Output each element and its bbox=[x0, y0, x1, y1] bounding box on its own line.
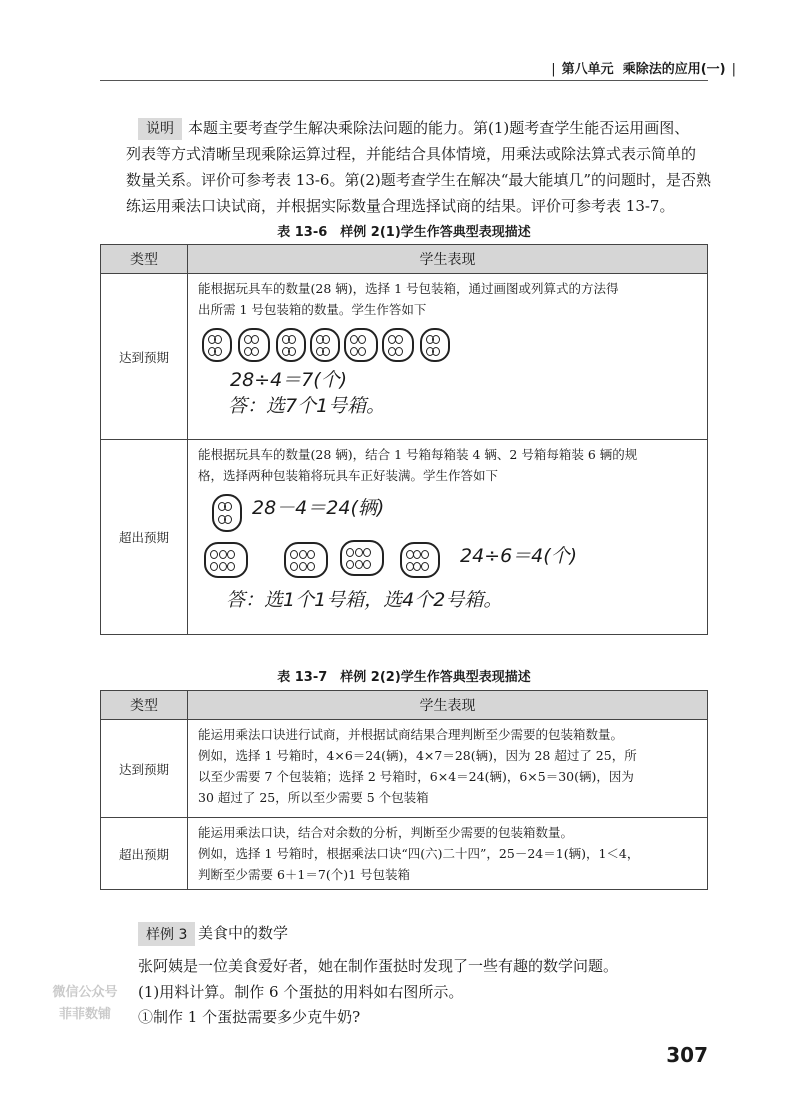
drawn-dot bbox=[210, 562, 218, 571]
drawn-dot bbox=[346, 548, 354, 557]
drawn-dot bbox=[299, 550, 307, 559]
intro-line: 说明 本题主要考查学生解决乘除法问题的能力。第(1)题考查学生能否运用画图、 bbox=[138, 115, 710, 141]
table1-header-performance: 学生表现 bbox=[188, 245, 708, 274]
handwritten-answer: 答：选7个1号箱。 bbox=[228, 395, 386, 417]
table1-caption: 表 13-6 样例 2(1)学生作答典型表现描述 bbox=[277, 225, 531, 240]
drawn-dot bbox=[214, 347, 222, 356]
row-type: 超出预期 bbox=[101, 440, 188, 635]
drawn-dot bbox=[307, 550, 315, 559]
table-row bbox=[101, 440, 708, 635]
drawn-dot bbox=[355, 548, 363, 557]
example-line: (1)用料计算。制作 6 个蛋挞的用料如右图所示。 bbox=[138, 983, 464, 1001]
drawn-dot bbox=[307, 562, 315, 571]
drawn-dot bbox=[219, 562, 227, 571]
drawn-dot bbox=[350, 347, 358, 356]
table1-header-type: 类型 bbox=[101, 245, 188, 274]
example-title: 美食中的数学 bbox=[198, 924, 289, 942]
student-work-2 bbox=[198, 486, 699, 626]
drawn-dot bbox=[299, 562, 307, 571]
drawn-dot bbox=[322, 347, 330, 356]
drawn-dot bbox=[224, 502, 232, 511]
explanation-tag: 说明 bbox=[138, 118, 182, 140]
table-row bbox=[101, 818, 708, 890]
page-number: 307 bbox=[666, 1043, 708, 1067]
table2-header-type: 类型 bbox=[101, 691, 188, 720]
table1 bbox=[100, 244, 708, 635]
row-type: 达到预期 bbox=[101, 720, 188, 818]
handwritten-equation: 28－4＝24(辆) bbox=[252, 497, 385, 519]
drawn-dot bbox=[363, 548, 371, 557]
row-description: 能根据玩具车的数量(28 辆)，结合 1 号箱每箱装 4 辆、2 号箱每箱装 6 辆的规 格，选择两种包装箱将玩具车正好装满。学生作答如下 28－4＝24(辆) 24÷6＝4(个) 答：选1个1号箱，选4个2号箱。 bbox=[188, 440, 708, 635]
table-row bbox=[101, 720, 708, 818]
drawn-dot bbox=[290, 562, 298, 571]
drawn-dot bbox=[358, 335, 366, 344]
running-head: | 第八单元 乘除法的应用(一) | bbox=[551, 62, 736, 77]
chapter-title: 乘除法的应用(一) bbox=[622, 62, 726, 77]
drawn-dot bbox=[210, 550, 218, 559]
drawn-dot bbox=[432, 335, 440, 344]
handwritten-equation: 28÷4＝7(个) bbox=[230, 369, 348, 391]
intro-line: 列表等方式清晰呈现乘除运算过程，并能结合具体情境，用乘法或除法算式表示简单的 bbox=[126, 145, 697, 163]
row-type: 达到预期 bbox=[101, 274, 188, 440]
drawn-dot bbox=[421, 562, 429, 571]
handwritten-answer: 答：选1个1号箱，选4个2号箱。 bbox=[226, 589, 503, 611]
table2-caption: 表 13-7 样例 2(2)学生作答典型表现描述 bbox=[277, 670, 531, 685]
drawn-dot bbox=[214, 335, 222, 344]
drawn-dot bbox=[363, 560, 371, 569]
example-line: 张阿姨是一位美食爱好者，她在制作蛋挞时发现了一些有趣的数学问题。 bbox=[138, 957, 619, 975]
drawn-dot bbox=[251, 347, 259, 356]
drawn-dot bbox=[227, 562, 235, 571]
example-line: ①制作 1 个蛋挞需要多少克牛奶? bbox=[138, 1008, 361, 1026]
row-description: 能运用乘法口诀，结合对余数的分析，判断至少需要的包装箱数量。 例如，选择 1 号箱时，根据乘法口诀“四(六)二十四”，25－24＝1(辆)，1＜4， 判断至少需要 6＋1＝7(个)1 号包装箱 bbox=[188, 818, 708, 890]
header-rule bbox=[100, 80, 708, 81]
row-description: 能根据玩具车的数量(28 辆)，选择 1 号包装箱，通过画图或列算式的方法得 出所需 1 号包装箱的数量。学生作答如下 28÷4＝7(个) 答：选7个1号箱。 bbox=[188, 274, 708, 440]
row-description: 能运用乘法口诀进行试商，并根据试商结果合理判断至少需要的包装箱数量。 例如，选择 1 号箱时，4×6＝24(辆)，4×7＝28(辆)，因为 28 超过了 25，所 以至少需要 7 个包装箱；选择 2 号箱时，6×4＝24(辆)，6×5＝30(辆)，因为 30 超过了 25，所以至少需要 5 个包装箱 bbox=[188, 720, 708, 818]
drawn-dot bbox=[219, 550, 227, 559]
drawn-dot bbox=[224, 515, 232, 524]
drawn-dot bbox=[350, 335, 358, 344]
table2 bbox=[100, 690, 708, 890]
drawn-dot bbox=[432, 347, 440, 356]
drawn-dot bbox=[346, 560, 354, 569]
drawn-dot bbox=[288, 347, 296, 356]
drawn-dot bbox=[395, 335, 403, 344]
drawn-dot bbox=[322, 335, 330, 344]
unit-label: 第八单元 bbox=[561, 62, 614, 77]
watermark: 微信公众号 菲菲数铺 bbox=[52, 985, 118, 1022]
drawn-dot bbox=[227, 550, 235, 559]
intro-line: 数量关系。评价可参考表 13-6。第(2)题考查学生在解决“最大能填几”的问题时，是否熟 bbox=[126, 171, 712, 189]
drawn-dot bbox=[288, 335, 296, 344]
intro-paragraph bbox=[126, 115, 712, 219]
drawn-dot bbox=[290, 550, 298, 559]
table2-header-performance: 学生表现 bbox=[188, 691, 708, 720]
table-row bbox=[101, 274, 708, 440]
intro-line: 练运用乘法口诀试商，并根据实际数量合理选择试商的结果。评价可参考表 13-7。 bbox=[126, 197, 675, 215]
drawn-dot bbox=[251, 335, 259, 344]
student-work-1 bbox=[198, 320, 699, 430]
drawn-dot bbox=[355, 560, 363, 569]
handwritten-division: 24÷6＝4(个) bbox=[460, 545, 578, 567]
drawn-dot bbox=[421, 550, 429, 559]
drawn-dot bbox=[358, 347, 366, 356]
drawn-dot bbox=[395, 347, 403, 356]
row-type: 超出预期 bbox=[101, 818, 188, 890]
example-tag: 样例 3 bbox=[138, 922, 195, 946]
